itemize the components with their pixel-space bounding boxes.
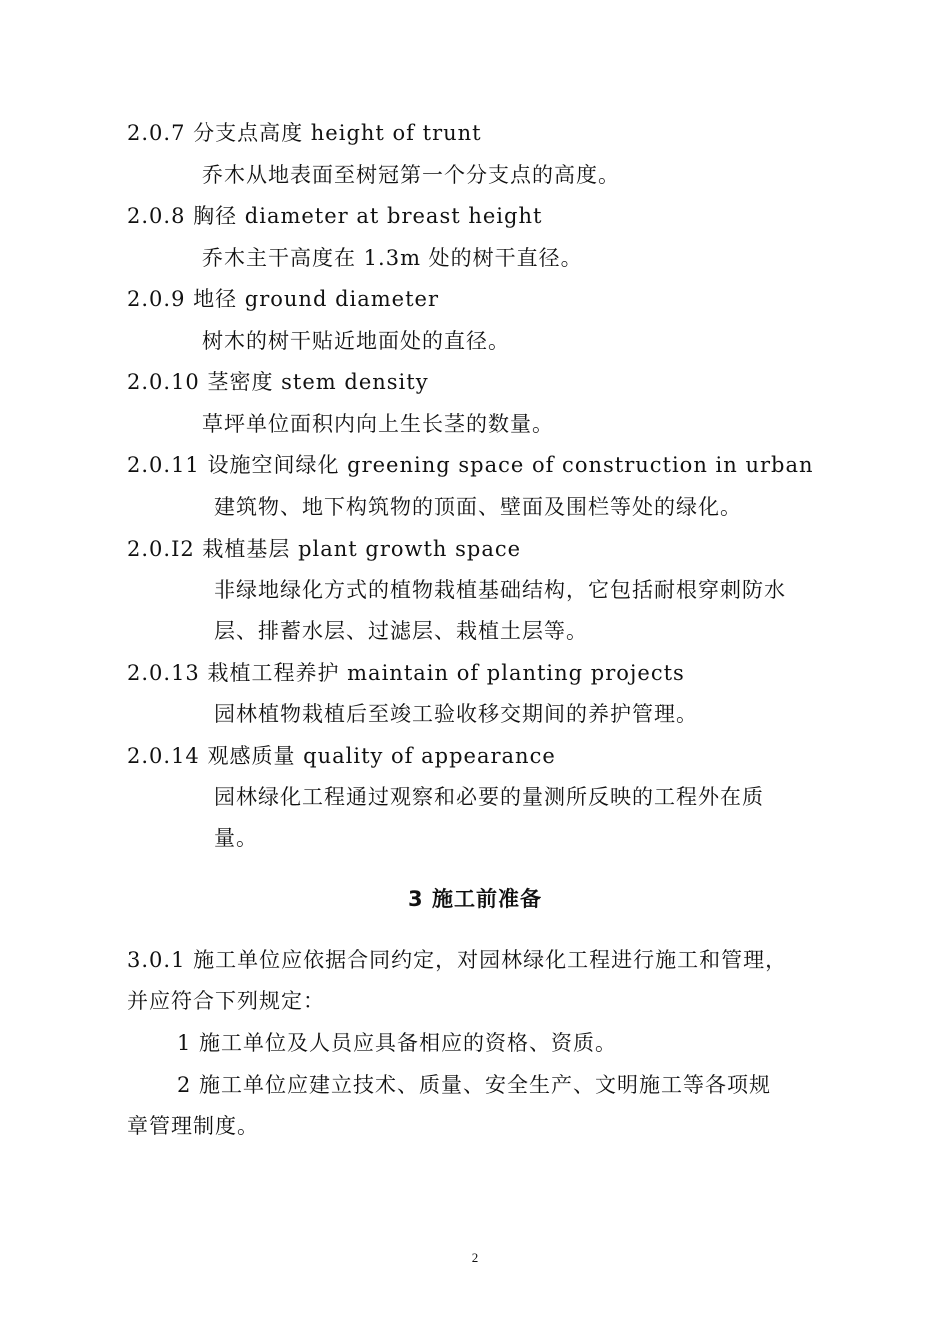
term-2-0-9-heading: 2.0.9 地径 ground diameter	[127, 287, 440, 311]
term-2-0-14-heading: 2.0.14 观感质量 quality of appearance	[127, 744, 556, 768]
term-2-0-8-heading: 2.0.8 胸径 diameter at breast height	[127, 204, 543, 228]
term-2-0-8-definition: 乔木主干高度在 1.3m 处的树干直径。	[202, 246, 583, 270]
term-2-0-11-definition: 建筑物、地下构筑物的顶面、壁面及围栏等处的绿化。	[214, 495, 742, 519]
term-2-0-10-heading: 2.0.10 茎密度 stem density	[127, 370, 429, 394]
term-2-0-10-definition: 草坪单位面积内向上生长茎的数量。	[202, 412, 554, 436]
clause-3-0-1-line1: 3.0.1 施工单位应依据合同约定，对园林绿化工程进行施工和管理，	[127, 948, 788, 972]
clause-3-0-1-line2: 并应符合下列规定：	[127, 989, 325, 1013]
term-2-0-12-definition-line2: 层、排蓄水层、过滤层、栽植土层等。	[214, 619, 588, 643]
clause-item-1: 1 施工单位及人员应具备相应的资格、资质。	[177, 1031, 618, 1055]
clause-item-2-line1: 2 施工单位应建立技术、质量、安全生产、文明施工等各项规	[177, 1073, 772, 1097]
term-2-0-12-definition-line1: 非绿地绿化方式的植物栽植基础结构，它包括耐根穿刺防水	[214, 578, 786, 602]
clause-item-2-line2: 章管理制度。	[127, 1114, 259, 1138]
term-2-0-7-definition: 乔木从地表面至树冠第一个分支点的高度。	[202, 163, 620, 187]
term-2-0-13-definition: 园林植物栽植后至竣工验收移交期间的养护管理。	[214, 702, 698, 726]
term-2-0-7-heading: 2.0.7 分支点高度 height of trunt	[127, 121, 482, 145]
term-2-0-11-heading: 2.0.11 设施空间绿化 greening space of construction in urban	[127, 453, 814, 477]
term-2-0-13-heading: 2.0.13 栽植工程养护 maintain of planting projects	[127, 661, 685, 685]
term-2-0-12-heading: 2.0.I2 栽植基层 plant growth space	[127, 537, 522, 561]
term-2-0-9-definition: 树木的树干贴近地面处的直径。	[202, 329, 510, 353]
section-heading: 3 施工前准备	[408, 887, 542, 911]
term-2-0-14-definition-line1: 园林绿化工程通过观察和必要的量测所反映的工程外在质	[214, 785, 764, 809]
term-2-0-14-definition-line2: 量。	[214, 826, 258, 850]
page-number: 2	[471, 1250, 479, 1265]
